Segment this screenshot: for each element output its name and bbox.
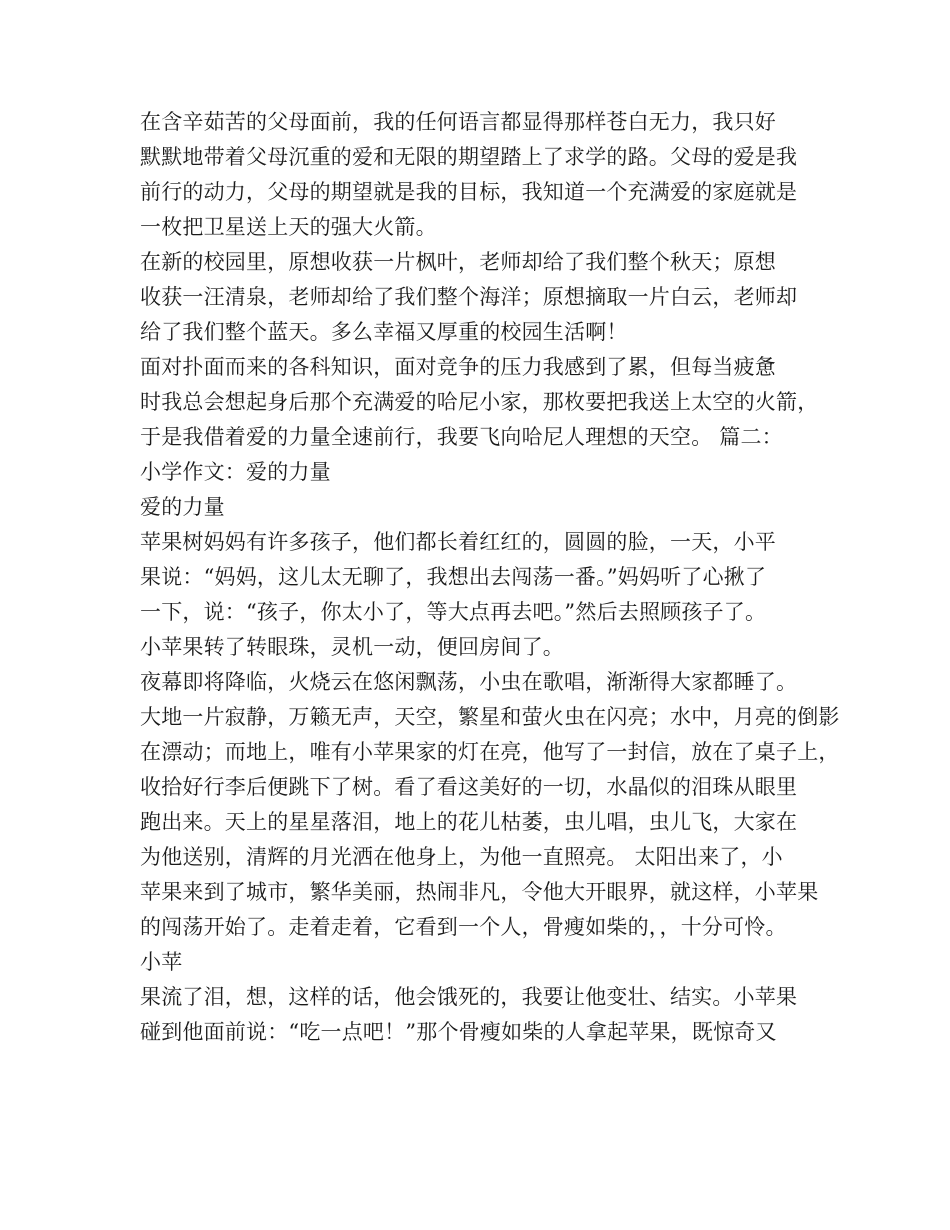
text-line: 在含辛茹苦的父母面前，我的任何语言都显得那样苍白无力，我只好: [140, 110, 776, 134]
text-line: 为他送别，清辉的月光洒在他身上，为他一直照亮。 太阳出来了，小: [140, 845, 783, 869]
text-line: 小苹果转了转眼珠，灵机一动，便回房间了。: [140, 635, 564, 659]
text-line: 给了我们整个蓝天。多么幸福又厚重的校园生活啊！: [140, 320, 628, 344]
text-line: 前行的动力，父母的期望就是我的目标，我知道一个充满爱的家庭就是: [140, 180, 798, 204]
text-line: 的闯荡开始了。走着走着，它看到一个人，骨瘦如柴的，，十分可怜。: [140, 915, 787, 939]
text-line: 在新的校园里，原想收获一片枫叶，老师却给了我们整个秋天；原想: [140, 250, 776, 274]
text-line: 小苹: [140, 950, 183, 974]
text-line: 在漂动；而地上，唯有小苹果家的灯在亮，他写了一封信，放在了桌子上，: [140, 740, 840, 764]
text-line: 小学作文：爱的力量: [140, 460, 331, 484]
text-line: 苹果来到了城市，繁华美丽，热闹非凡，令他大开眼界，就这样，小苹果: [140, 880, 819, 904]
text-line: 果说：“妈妈，这儿太无聊了，我想出去闯荡一番。”妈妈听了心揪了: [140, 565, 767, 589]
text-line: 碰到他面前说：“吃一点吧！”那个骨瘦如柴的人拿起苹果，既惊奇又: [140, 1020, 777, 1044]
text-line: 爱的力量: [140, 495, 225, 519]
text-line: 跑出来。天上的星星落泪，地上的花儿枯萎，虫儿唱，虫儿飞，大家在: [140, 810, 798, 834]
text-line: 收获一汪清泉，老师却给了我们整个海洋；原想摘取一片白云，老师却: [140, 285, 798, 309]
text-line: 苹果树妈妈有许多孩子，他们都长着红红的，圆圆的脸，一天，小平: [140, 530, 776, 554]
text-line: 默默地带着父母沉重的爱和无限的期望踏上了求学的路。父母的爱是我: [140, 145, 798, 169]
text-line: 大地一片寂静，万籁无声，天空，繁星和萤火虫在闪亮；水中，月亮的倒影: [140, 705, 840, 729]
text-line: 果流了泪，想，这样的话，他会饿死的，我要让他变壮、结实。小苹果: [140, 985, 798, 1009]
text-line: 一枚把卫星送上天的强大火箭。: [140, 215, 437, 239]
text-line: 一下，说：“孩子，你太小了，等大点再去吧。”然后去照顾孩子了。: [140, 600, 767, 624]
text-line: 时我总会想起身后那个充满爱的哈尼小家，那枚要把我送上太空的火箭，: [140, 390, 819, 414]
text-line: 于是我借着爱的力量全速前行，我要飞向哈尼人理想的天空。 篇二：: [140, 425, 783, 449]
text-line: 面对扑面而来的各科知识，面对竞争的压力我感到了累，但每当疲惫: [140, 355, 776, 379]
text-line: 夜幕即将降临，火烧云在悠闲飘荡，小虫在歌唱，渐渐得大家都睡了。: [140, 670, 798, 694]
text-line: 收拾好行李后便跳下了树。看了看这美好的一切，水晶似的泪珠从眼里: [140, 775, 798, 799]
